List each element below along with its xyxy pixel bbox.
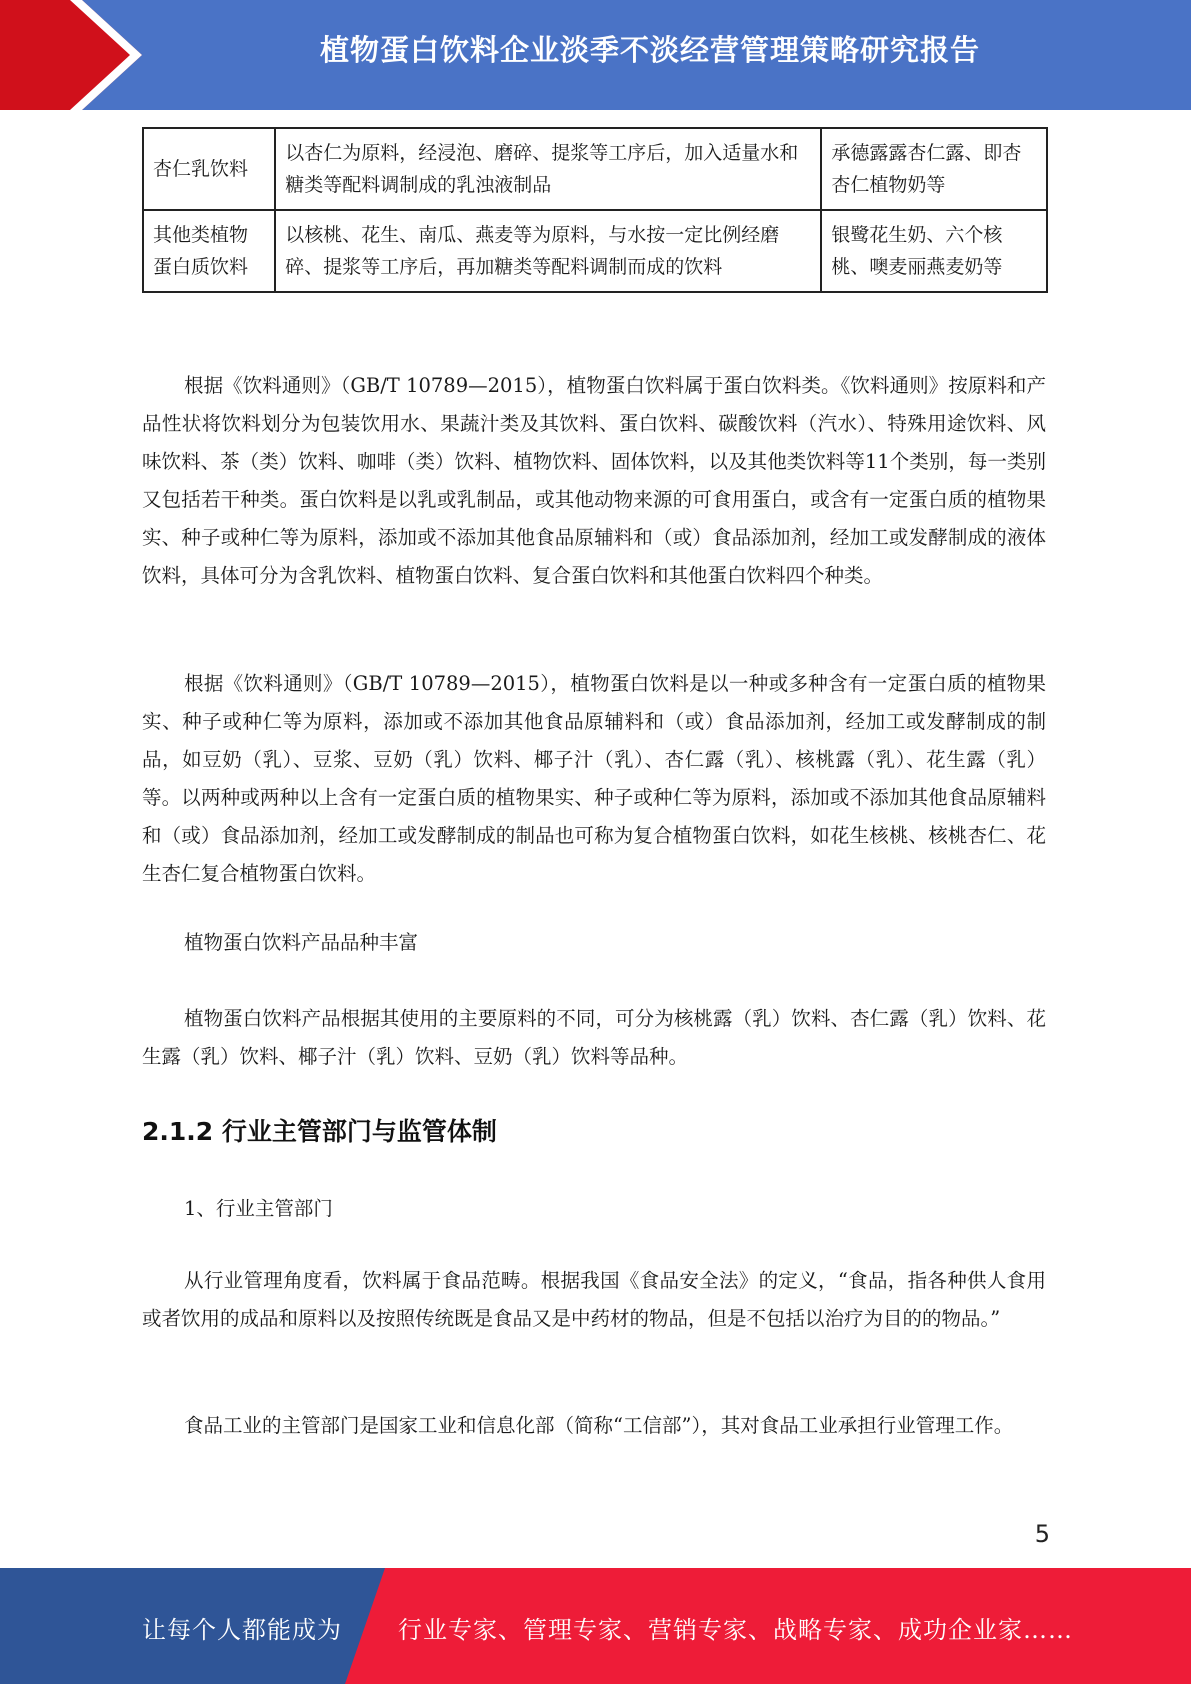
- paragraph-product-types: 植物蛋白饮料产品根据其使用的主要原料的不同，可分为核桃露（乳）饮料、杏仁露（乳）饮料、花生露（乳）饮料、椰子汁（乳）饮料、豆奶（乳）饮料等品种。: [142, 1007, 1046, 1068]
- beverage-types-table: [142, 127, 1048, 293]
- table-cell-type: 其他类植物蛋白质饮料: [143, 210, 275, 292]
- paragraph-department-label: 1、行业主管部门: [184, 1197, 333, 1220]
- table-cell-description: 以核桃、花生、南瓜、燕麦等为原料，与水按一定比例经磨碎、提浆等工序后，再加糖类等配料调制而成的饮料: [275, 210, 821, 292]
- table-cell-description: 以杏仁为原料，经浸泡、磨碎、提浆等工序后，加入适量水和糖类等配料调制成的乳浊液制品: [275, 128, 821, 210]
- table-row: [143, 210, 1047, 292]
- paragraph-authority: 食品工业的主管部门是国家工业和信息化部（简称“工信部”），其对食品工业承担行业管理工作。: [184, 1414, 1014, 1437]
- paragraph-product-variety: 植物蛋白饮料产品品种丰富: [184, 931, 419, 954]
- document-title: 植物蛋白饮料企业淡季不淡经营管理策略研究报告: [319, 33, 980, 67]
- paragraph-standard-classification: 根据《饮料通则》（GB/T 10789—2015），植物蛋白饮料属于蛋白饮料类。《饮料通则》按原料和产品性状将饮料划分为包装饮用水、果蔬汁类及其饮料、蛋白饮料、碳酸饮料（汽水）、特殊用途饮料、风味饮料、茶（类）饮料、咖啡（类）饮料、植物饮料、固体饮料，以及其他类饮料等11个类别，每一类别又包括若干种类。蛋白饮料是以乳或乳制品，或其他动物来源的可食用蛋白，或含有一定蛋白质的植物果实、种子或种仁等为原料，添加或不添加其他食品原辅料和（或）食品添加剂，经加工或发酵制成的液体饮料，具体可分为含乳饮料、植物蛋白饮料、复合蛋白饮料和其他蛋白饮料四个种类。: [142, 374, 1046, 587]
- table-row: [143, 128, 1047, 210]
- table-cell-examples: 银鹭花生奶、六个核桃、噢麦丽燕麦奶等: [821, 210, 1047, 292]
- table-cell-type: 杏仁乳饮料: [143, 128, 275, 210]
- footer-slogan-right: 行业专家、管理专家、营销专家、战略专家、成功企业家……: [398, 1616, 1073, 1644]
- paragraph-plant-protein-definition: 根据《饮料通则》（GB/T 10789—2015），植物蛋白饮料是以一种或多种含有一定蛋白质的植物果实、种子或种仁等为原料，添加或不添加其他食品原辅料和（或）食品添加剂，经加工或发酵制成的制品，如豆奶（乳）、豆浆、豆奶（乳）饮料、椰子汁（乳）、杏仁露（乳）、核桃露（乳）、花生露（乳）等。以两种或两种以上含有一定蛋白质的植物果实、种子或种仁等为原料，添加或不添加其他食品原辅料和（或）食品添加剂，经加工或发酵制成的制品也可称为复合植物蛋白饮料，如花生核桃、核桃杏仁、花生杏仁复合植物蛋白饮料。: [142, 672, 1046, 885]
- header-arrow-decoration: [0, 0, 150, 110]
- table-cell-examples: 承德露露杏仁露、即杏杏仁植物奶等: [821, 128, 1047, 210]
- paragraph-food-definition: 从行业管理角度看，饮料属于食品范畴。根据我国《食品安全法》的定义，“食品，指各种供人食用或者饮用的成品和原料以及按照传统既是食品又是中药材的物品，但是不包括以治疗为目的的物品。”: [142, 1269, 1046, 1330]
- section-heading: 2.1.2 行业主管部门与监管体制: [142, 1117, 497, 1146]
- page-number: 5: [1034, 1520, 1050, 1548]
- footer-slogan-left: 让每个人都能成为: [142, 1616, 342, 1644]
